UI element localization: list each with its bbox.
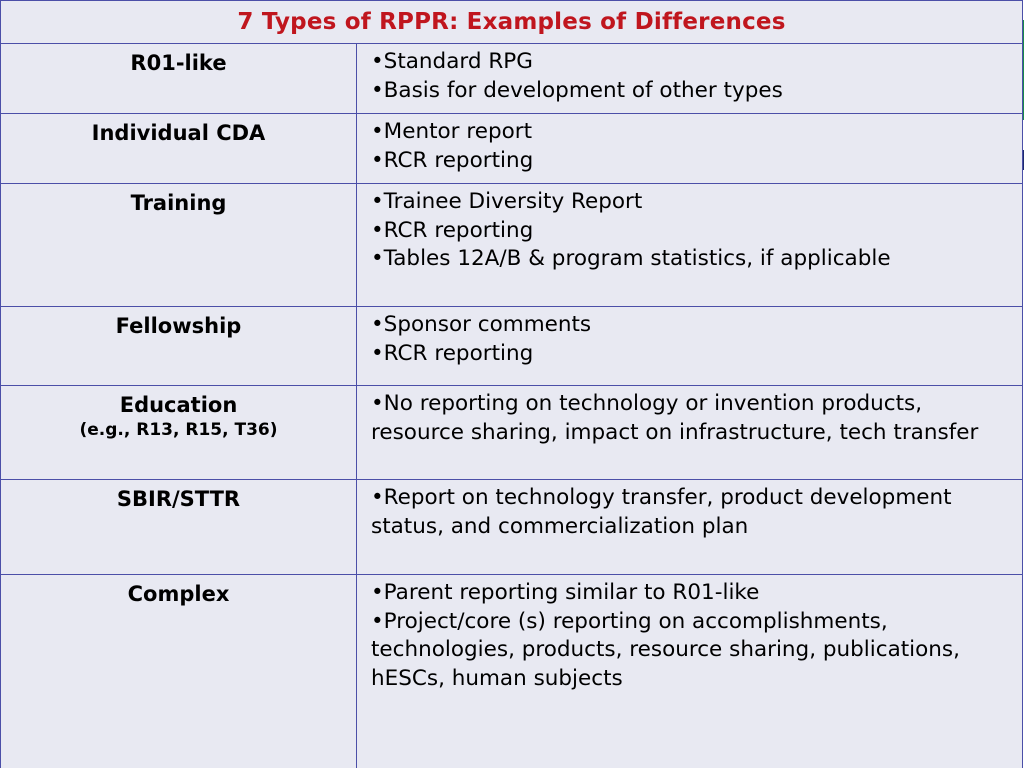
bullet-item: •Trainee Diversity Report (371, 189, 643, 214)
type-label: SBIR/STTR (116, 487, 241, 511)
desc-cell-education (357, 386, 1023, 480)
bullet-item: •Project/core (s) reporting on accomplishments, technologies, products, resource sharing, publications, hESCs, human subjects (371, 608, 960, 691)
bullet-item: •RCR reporting (371, 340, 534, 366)
desc-cell-individual-cda (357, 114, 1023, 184)
bullet-item: •RCR reporting (371, 217, 534, 243)
type-cell-individual-cda (1, 114, 357, 184)
desc-cell-sbir-sttr (357, 480, 1023, 575)
bullet-item: •RCR reporting (371, 147, 534, 173)
table-row (1, 44, 1023, 114)
bullet-item: •Parent reporting similar to R01-like (371, 580, 760, 605)
desc-cell-complex (357, 575, 1023, 768)
desc-cell-training (357, 184, 1023, 307)
bullet-item: •No reporting on technology or invention products, resource sharing, impact on infrastructure, tech transfer (371, 391, 979, 445)
desc-cell-fellowship (357, 307, 1023, 386)
table-row (1, 480, 1023, 575)
type-cell-sbir-sttr (1, 480, 357, 575)
bullet-item: •Report on technology transfer, product development status, and commercialization plan (371, 485, 952, 539)
type-cell-complex (1, 575, 357, 768)
bullet-item: •Standard RPG (371, 49, 533, 74)
type-label: Fellowship (115, 314, 242, 338)
table-title-row (1, 1, 1023, 44)
bullet-item: •Tables 12A/B & program statistics, if applicable (371, 246, 891, 271)
type-label: Complex (127, 582, 230, 606)
desc-cell-r01-like (357, 44, 1023, 114)
type-cell-fellowship (1, 307, 357, 386)
bullet-item: •Sponsor comments (371, 312, 592, 337)
type-label: Training (130, 191, 227, 215)
table-title: 7 Types of RPPR: Examples of Differences (1, 1, 1023, 44)
type-label: R01-like (130, 51, 227, 75)
table-row (1, 575, 1023, 768)
type-cell-training (1, 184, 357, 307)
bullet-item: •Basis for development of other types (371, 77, 783, 103)
table-row (1, 114, 1023, 184)
type-label: Individual CDA (91, 121, 266, 145)
table-row (1, 386, 1023, 480)
bullet-item: •Mentor report (371, 119, 533, 144)
table-row (1, 184, 1023, 307)
type-label: Education (119, 393, 238, 417)
type-sublabel: (e.g., R13, R15, T36) (79, 420, 278, 440)
table-row (1, 307, 1023, 386)
type-cell-r01-like (1, 44, 357, 114)
type-cell-education (1, 386, 357, 480)
